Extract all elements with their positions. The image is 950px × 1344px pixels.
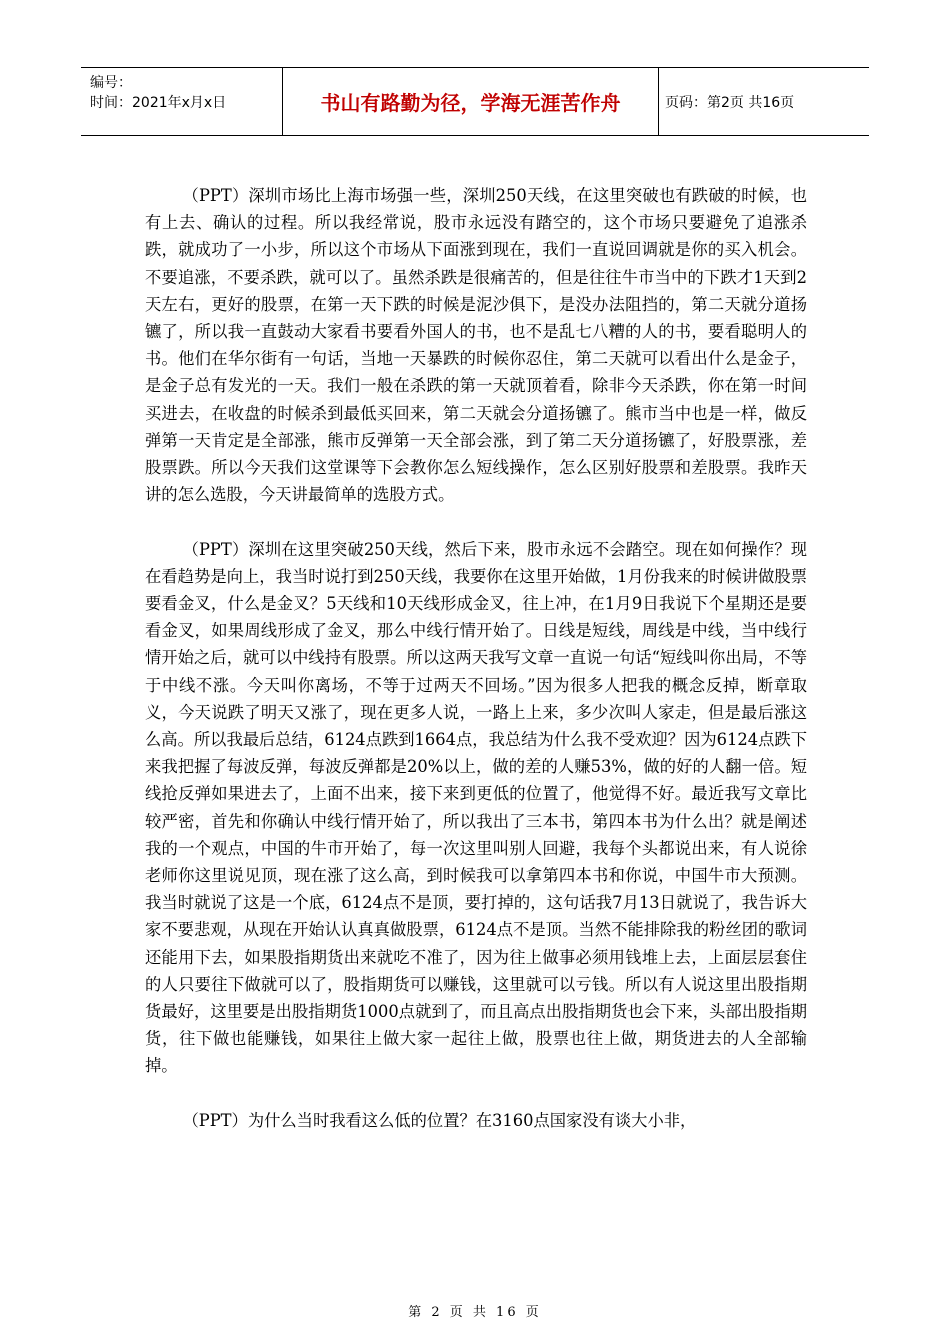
header-motto: 书山有路勤为径，学海无涯苦作舟: [283, 68, 659, 135]
paragraph-1: （PPT）深圳市场比上海市场强一些，深圳250天线，在这里突破也有跌破的时候，也有上去、确认的过程。所以我经常说，股市永远没有踏空的，这个市场只要避免了追涨杀跌，就成功了一小步，所以这个市场从下面涨到现在，我们一直说回调就是你的买入机会。不要追涨，不要杀跌，就可以了。虽然杀跌是很痛苦的，但是往往牛市当中的下跌才1天到2天左右，更好的股票，在第一天下跌的时候是泥沙俱下，是没办法阻挡的，第二天就分道扬镳了，所以我一直鼓动大家看书要看外国人的书，也不是乱七八糟的人的书，要看聪明人的书。他们在华尔街有一句话，当地一天暴跌的时候你忍住，第二天就可以看出什么是金子，是金子总有发光的一天。我们一般在杀跌的第一天就顶着看，除非今天杀跌，你在第一时间买进去，在收盘的时候杀到最低买回来，第二天就会分道扬镳了。熊市当中也是一样，做反弹第一天肯定是全部涨，熊市反弹第一天全部会涨，到了第二天分道扬镳了，好股票涨，差股票跌。所以今天我们这堂课等下会教你怎么短线操作，怎么区别好股票和差股票。我昨天讲的怎么选股，今天讲最简单的选股方式。: [145, 186, 807, 505]
header-page-info: 页码：第2页 共16页: [665, 94, 795, 111]
paragraph-2: （PPT）深圳在这里突破250天线，然后下来，股市永远不会踏空。现在如何操作？现在看趋势是向上，我当时说打到250天线，我要你在这里开始做，1月份我来的时候讲做股票要看金叉，什么是金叉？5天线和10天线形成金叉，往上冲，在1月9日我说下个星期还是要看金叉，如果周线形成了金叉，那么中线行情开始了。日线是短线，周线是中线，当中线行情开始之后，就可以中线持有股票。所以这两天我写文章一直说一句话“短线叫你出局，不等于中线不涨。今天叫你离场，不等于过两天不回场。”因为很多人把我的概念反掉，断章取义，今天说跌了明天又涨了，现在更多人说，一路上上来，多少次叫人家走，但是最后涨这么高。所以我最后总结，6124点跌到1664点，我总结为什么我不受欢迎？因为6124点跌下来我把握了每波反弹，每波反弹都是20%以上，做的差的人赚53%，做的好的人翻一倍。短线抢反弹如果进去了，上面不出来，接下来到更低的位置了，他觉得不好。最近我写文章比较严密，首先和你确认中线行情开始了，所以我出了三本书，第四本书为什么出？就是阐述我的一个观点，中国的牛市开始了，每一次这里叫别人回避，我每个头都说出来，有人说徐老师你这里说见顶，现在涨了这么高，到时候我可以拿第四本书和你说，中国牛市大预测。我当时就说了这是一个底，6124点不是顶，要打掉的，这句话我7月13日就说了，我告诉大家不要悲观，从现在开始认认真真做股票，6124点不是顶。当然不能排除我的粉丝团的歌词还能用下去，如果股指期货出来就吃不准了，因为往上做事必须用钱堆上去，上面层层套住的人只要往下做就可以了，股指期货可以赚钱，这里就可以亏钱。所以有人说这里出股指期货最好，这里要是出股指期货1000点就到了，而且高点出股指期货也会下来，头部出股指期货，往下做也能赚钱，如果往上做大家一起往上做，股票也往上做，期货进去的人全部输掉。: [145, 539, 807, 1076]
paragraph-3: （PPT）为什么当时我看这么低的位置？在3160点国家没有谈大小非，: [182, 1110, 697, 1130]
page-footer: 第 2 页 共 16 页: [408, 1305, 542, 1320]
document-date: 时间：2021年x月x日: [90, 95, 227, 111]
document-number: 编号：: [90, 75, 132, 91]
document-body: [145, 182, 807, 1134]
header-meta: [81, 68, 283, 135]
page-header: [81, 67, 869, 136]
